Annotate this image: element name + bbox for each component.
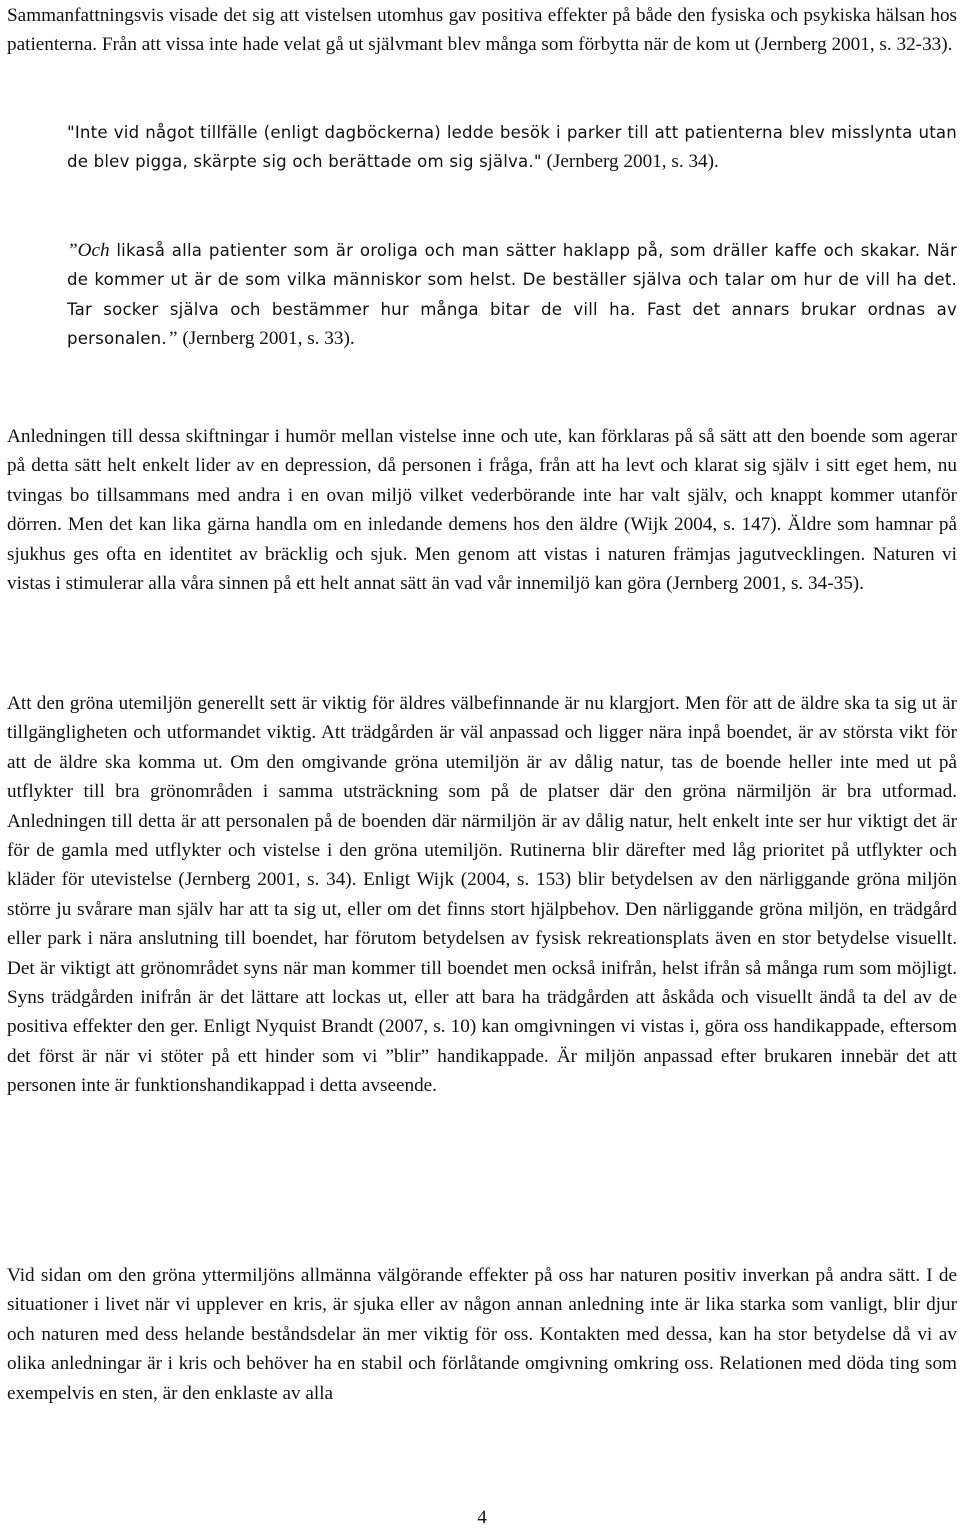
quote-2-citation: (Jernberg 2001, s. 33).	[177, 328, 355, 350]
block-quote-2	[67, 236, 957, 354]
quote-2-close-mark: ”	[166, 328, 178, 350]
paragraph-grona-utemiljon: Att den gröna utemiljön generellt sett är viktig för äldres välbefinnande är nu klargjort. Men för att de äldre ska ta sig ut är tillgängligheten och utformandet viktig. Att trädgården är väl anpassad och ligger nära inpå boendet, är av största vikt för att de äldre ska komma ut. Om den omgivande gröna utemiljön är av dålig natur, tas de boende heller inte med ut på utflykter till bra grönområden i samma utsträckning som på de platser där den gröna närmiljön är bra utformad. Anledningen till detta är att personalen på de boenden där närmiljön är av dålig natur, helt enkelt inte ser hur viktigt det är för de gamla med utflykter och vistelse i den gröna utemiljön. Rutinerna blir därefter med låg prioritet på utflykter och kläder för utevistelse (Jernberg 2001, s. 34). Enligt Wijk (2004, s. 153) blir betydelsen av den närliggande gröna miljön större ju svårare man själv har att ta sig ut, eller om det finns stort hjälpbehov. Den närliggande gröna miljön, en trädgård eller park i nära anslutning till boendet, har förutom betydelsen av fysisk rekreationsplats även en stor betydelse visuellt. Det är viktigt att grönområdet syns när man kommer till boendet men också inifrån, helst ifrån så många rum som möjligt. Syns trädgården inifrån är det lättare att lockas ut, eller att bara ha trädgården att åskåda och visuellt ändå ta del av de positiva effekter den ger. Enligt Nyquist Brandt (2007, s. 10) kan omgivningen vi vistas i, göra oss handikappade, eftersom det först är när vi stöter på ett hinder som vi ”blir” handikappade. Är miljön anpassad efter brukaren innebär det att personen inte är funktionshandikappad i detta avseende.	[7, 693, 957, 1097]
quote-2-open-mark: ”Och	[67, 240, 110, 261]
quote-1-text: "Inte vid något tillfälle (enligt dagböckerna) ledde besök i parker till att patienterna blev misslynta utan de blev pigga, skärpte sig och berättade om sig själva."	[67, 123, 957, 172]
document-page	[7, 0, 957, 1532]
paragraph-anledning: Anledningen till dessa skiftningar i humör mellan vistelse inne och ute, kan förklaras på så sätt att den boende som agerar på detta sätt helt enkelt lider av en depression, då personen i fråga, från att ha levt och klarat sig själv i sitt eget hem, nu tvingas bo tillsammans med andra i en ovan miljö vilket vederbörande inte har valt själv, och knappt kommer utanför dörren. Men det kan lika gärna handla om en inledande demens hos den äldre (Wijk 2004, s. 147). Äldre som hamnar på sjukhus ges ofta en identitet av bräcklig och sjuk. Men genom att vistas i naturen främjas jagutvecklingen. Naturen vi vistas i stimulerar alla våra sinnen på ett helt annat sätt än vad vår innemiljö kan göra (Jernberg 2001, s. 34-35).	[7, 426, 957, 595]
quote-2-text: likaså alla patienter som är oroliga och man sätter haklapp på, som dräller kaffe och skakar. När de kommer ut är de som vilka människor som helst. De beställer själva och talar om hur de vill ha det. Tar socker själva och bestämmer hur många bitar de vill ha. Fast det annars brukar ordnas av personalen.	[67, 241, 957, 349]
paragraph-vid-sidan: Vid sidan om den gröna yttermiljöns allmänna välgörande effekter på oss har naturen positiv inverkan på andra sätt. I de situationer i livet när vi upplever en kris, är sjuka eller av någon annan anledning inte är lika starka som vanligt, blir djur och naturen med dess helande beståndsdelar än mer viktig för oss. Kontakten med dessa, kan ha stor betydelse då vi av olika anledningar är i kris och behöver ha en stabil och förlåtande omgivning omkring oss. Relationen med döda ting som exempelvis en sten, är den enklaste av alla	[7, 1265, 957, 1404]
block-quote-1	[67, 118, 957, 177]
quote-1-citation: (Jernberg 2001, s. 34).	[541, 151, 719, 173]
intro-paragraph: Sammanfattningsvis visade det sig att vistelsen utomhus gav positiva effekter på både den fysiska och psykiska hälsan hos patienterna. Från att vissa inte hade velat gå ut självmant blev många som förbytta när de kom ut (Jernberg 2001, s. 32-33).	[7, 5, 957, 56]
page-number: 4	[477, 1507, 487, 1528]
